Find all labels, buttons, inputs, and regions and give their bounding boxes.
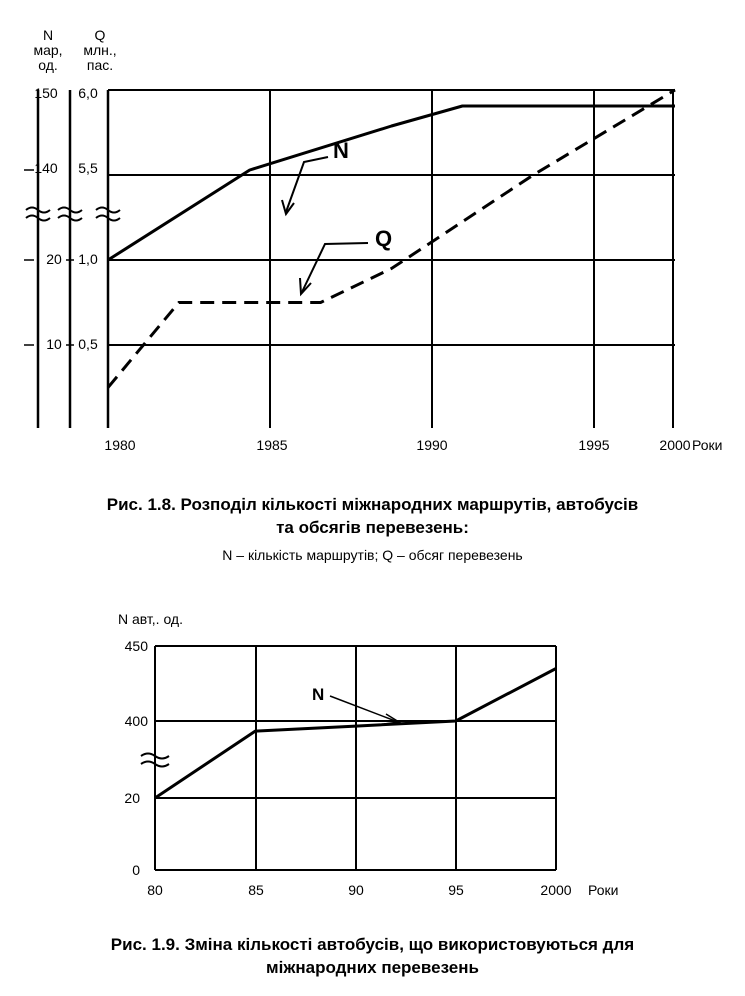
x-tick-label-2: 95	[448, 882, 464, 898]
n-tick-label: 140	[34, 160, 58, 176]
x-axis-label-2: Роки	[588, 882, 619, 898]
q-axis-title-line3: пас.	[86, 57, 114, 73]
x-tick-label: 2000	[659, 437, 691, 453]
x-tick-label-2: 2000	[540, 882, 572, 898]
plot-grid-1	[108, 90, 675, 428]
annotation-arrow-q	[300, 243, 368, 294]
annotation-arrow-n	[282, 157, 328, 214]
x-tick-label: 1985	[256, 437, 288, 453]
chart-figure-1-8	[0, 0, 745, 470]
annotation-arrow-n-2	[330, 696, 399, 724]
figure-1-9-caption-line2: міжнародних перевезень	[266, 958, 479, 977]
q-axis-title-line2: млн.,	[83, 42, 117, 58]
q-tick-label: 1,0	[78, 251, 98, 267]
n-tick-label: 10	[46, 336, 62, 352]
series-n-label-2: N	[312, 685, 325, 704]
n-axis-title-line2: мар,	[33, 42, 63, 58]
series-n-label: N	[333, 138, 349, 163]
q-tick-label: 0,5	[78, 336, 98, 352]
series-q-label: Q	[375, 226, 393, 251]
q-axis-title-line1: Q	[94, 27, 106, 43]
n-tick-label: 150	[34, 85, 58, 101]
n-tick-label: 20	[46, 251, 62, 267]
x-tick-label: 1990	[416, 437, 448, 453]
axis-break-marks-1	[26, 208, 120, 221]
x-tick-label-2: 80	[147, 882, 163, 898]
n-axis-title-line3: од.	[38, 57, 58, 73]
x-tick-label-2: 90	[348, 882, 364, 898]
figure-1-8-caption-line2: та обсягів перевезень:	[276, 518, 469, 537]
figure-1-8-legend-note: N – кількість маршрутів; Q – обсяг перевезень	[222, 547, 523, 563]
y-tick-label-2: 400	[124, 713, 148, 729]
x-tick-label: 1980	[104, 437, 136, 453]
y-tick-label-2: 450	[124, 638, 148, 654]
q-tick-label: 6,0	[78, 85, 98, 101]
figure-1-9-caption-line1: Рис. 1.9. Зміна кількості автобусів, що використовуються для	[110, 935, 635, 954]
y-tick-label-2: 20	[124, 790, 140, 806]
x-axis-label: Роки	[692, 437, 723, 453]
y-tick-label-2: 0	[132, 862, 140, 878]
q-tick-label: 5,5	[78, 160, 98, 176]
figure-1-8-caption-line1: Рис. 1.8. Розподіл кількості міжнародних маршрутів, автобусів	[106, 495, 639, 514]
n-axis-title-line1: N	[42, 27, 54, 43]
chart-figure-1-9	[0, 600, 745, 910]
x-tick-label-2: 85	[248, 882, 264, 898]
y-axis-label-2: N авт,. од.	[118, 611, 183, 627]
x-tick-label: 1995	[578, 437, 610, 453]
